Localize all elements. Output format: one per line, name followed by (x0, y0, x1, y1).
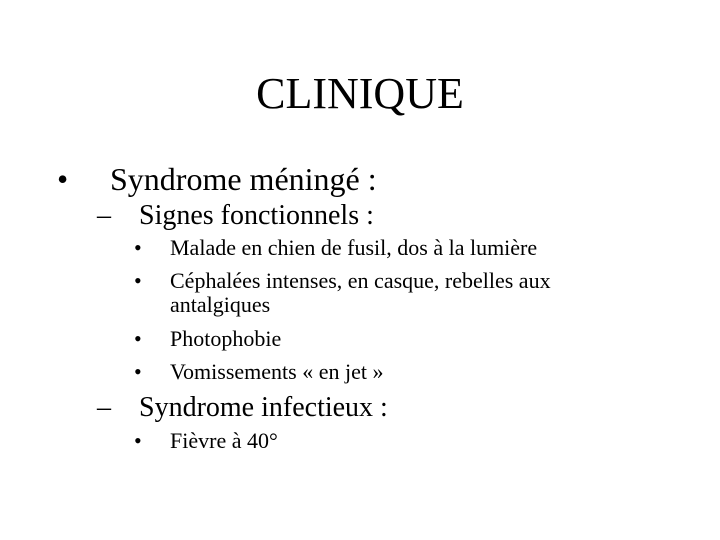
bullet-marker-item: • (134, 235, 142, 260)
list-item-cephalees: Céphalées intenses, en casque, rebelles aux antalgiques (170, 268, 551, 317)
slide-title: CLINIQUE (256, 69, 464, 118)
list-item-malade: Malade en chien de fusil, dos à la lumière (170, 235, 538, 260)
subheading-syndrome-infectieux: Syndrome infectieux : (139, 392, 388, 423)
list-item-vomissements: Vomissements « en jet » (170, 359, 384, 384)
bullet-marker-item: • (134, 359, 142, 384)
subheading-signes-fonctionnels: Signes fonctionnels : (139, 200, 374, 231)
bullet-syndrome-meninge: Syndrome méningé : (110, 161, 377, 197)
dash-marker-signes: – (97, 200, 111, 231)
bullet-marker-item: • (134, 268, 142, 293)
bullet-marker-level1: • (57, 161, 69, 197)
list-item-photophobie: Photophobie (170, 326, 282, 351)
list-item-fievre: Fièvre à 40° (170, 428, 278, 453)
dash-marker-infectieux: – (97, 392, 111, 423)
bullet-marker-item: • (134, 428, 142, 453)
bullet-marker-item: • (134, 326, 142, 351)
